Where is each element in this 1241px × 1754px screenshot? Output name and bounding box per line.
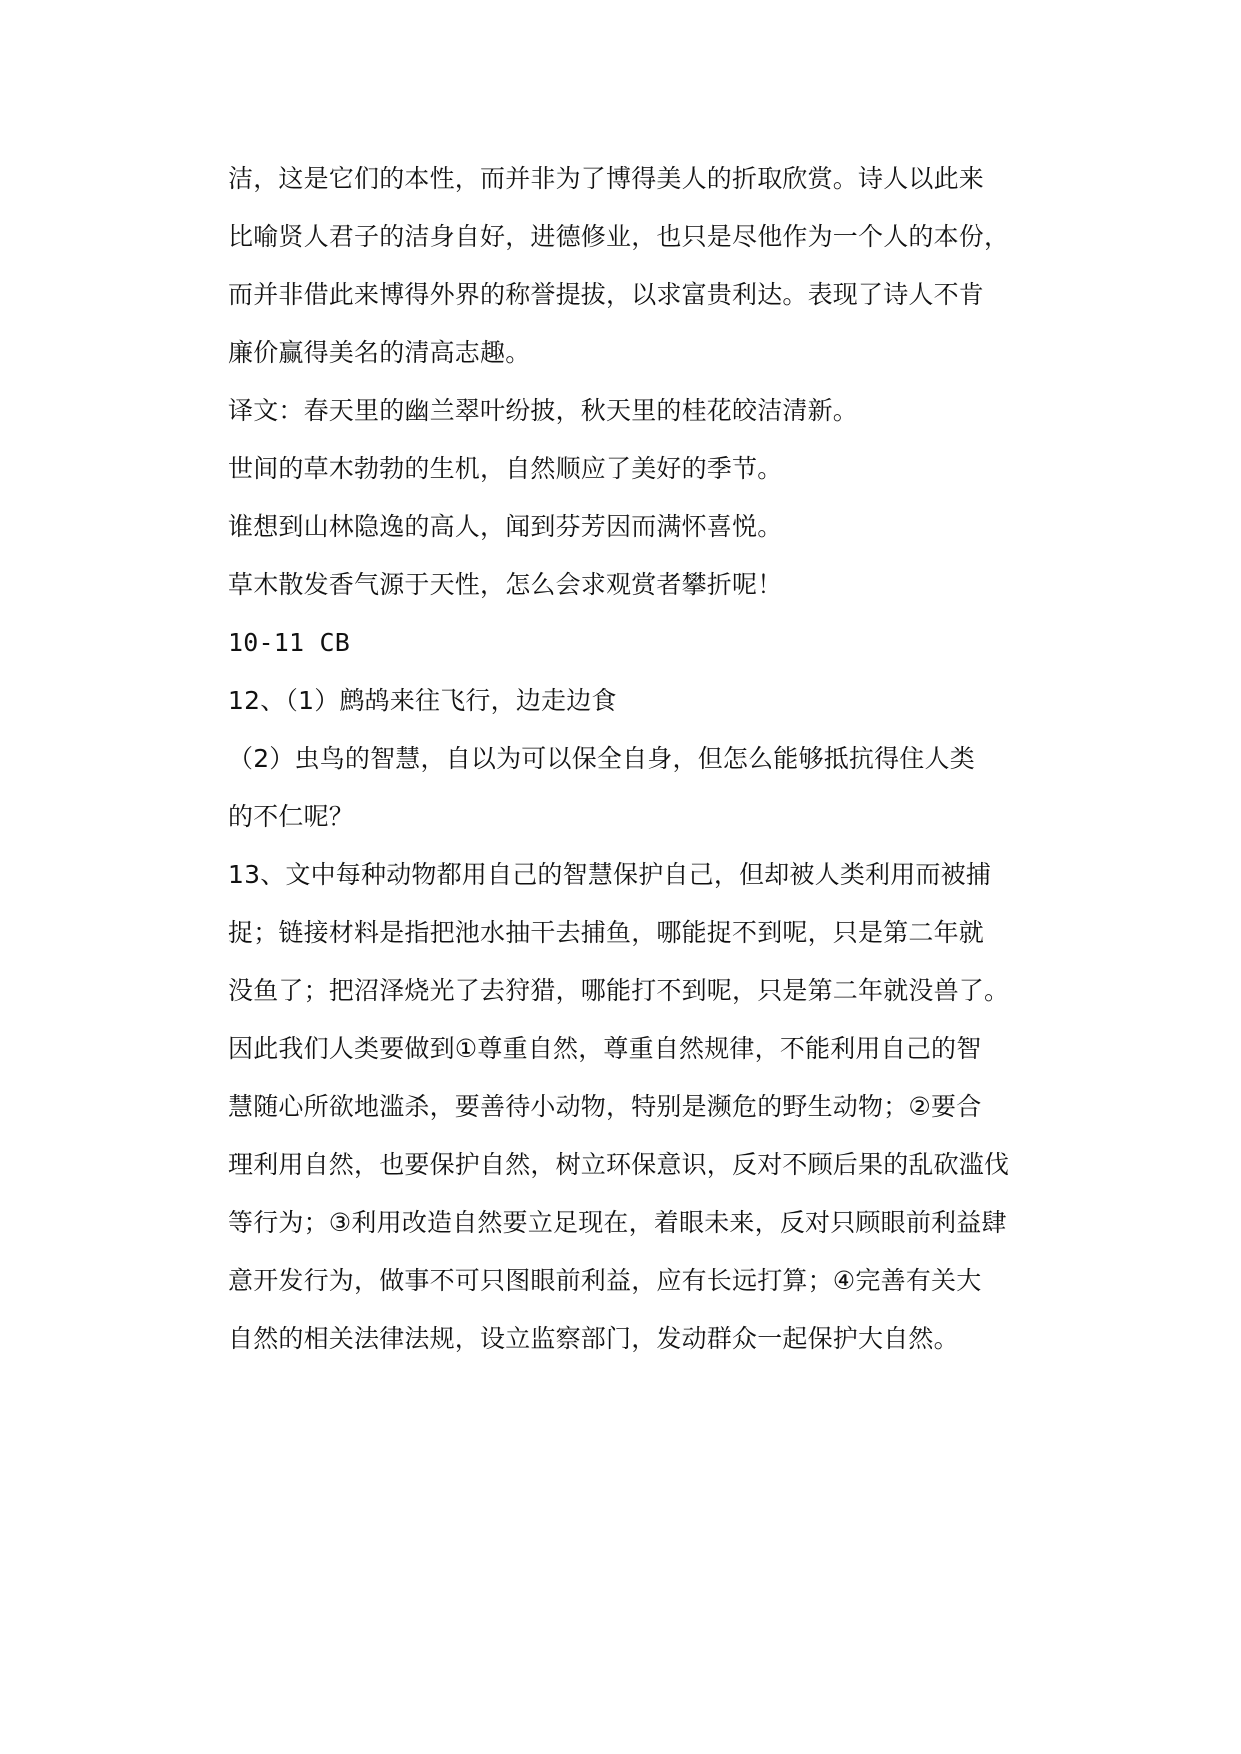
answer-13-line-3: 没鱼了；把沼泽烧光了去狩猎，哪能打不到呢，只是第二年就没兽了。 <box>228 976 1010 1005</box>
document-body <box>228 150 1008 1368</box>
answer-13-line-4: 因此我们人类要做到①尊重自然，尊重自然规律，不能利用自己的智 <box>228 1034 982 1063</box>
text-line-3: 而并非借此来博得外界的称誉提拔，以求富贵利达。表现了诗人不肯 <box>228 280 985 309</box>
answer-12-part-2: （2）虫鸟的智慧，自以为可以保全自身，但怎么能够抵抗得住人类 <box>228 744 975 773</box>
answer-13-line-6: 理利用自然，也要保护自然，树立环保意识，反对不顾后果的乱砍滥伐 <box>228 1150 1010 1179</box>
answer-13-line-1: 13、文中每种动物都用自己的智慧保护自己，但却被人类利用而被捕 <box>228 860 992 889</box>
translation-line-1: 译文：春天里的幽兰翠叶纷披，秋天里的桂花皎洁清新。 <box>228 396 859 425</box>
translation-line-3: 谁想到山林隐逸的高人，闻到芬芳因而满怀喜悦。 <box>228 512 783 541</box>
translation-line-2: 世间的草木勃勃的生机，自然顺应了美好的季节。 <box>228 454 783 483</box>
text-line-1: 洁，这是它们的本性，而并非为了博得美人的折取欣赏。诗人以此来 <box>228 164 985 193</box>
translation-line-4: 草木散发香气源于天性，怎么会求观赏者攀折呢！ <box>228 570 783 599</box>
answer-12-part-1: 12、（1）鹧鸪来往飞行，边走边食 <box>228 686 617 715</box>
answer-12-part-2-cont: 的不仁呢？ <box>228 802 355 831</box>
answer-13-line-7: 等行为；③利用改造自然要立足现在，着眼未来，反对只顾眼前利益肆 <box>228 1208 1007 1237</box>
answer-13-line-9: 自然的相关法律法规，设立监察部门，发动群众一起保护大自然。 <box>228 1324 959 1353</box>
text-line-4: 廉价赢得美名的清高志趣。 <box>228 338 531 367</box>
answer-10-11: 10-11 CB <box>228 628 351 657</box>
answer-13-line-8: 意开发行为，做事不可只图眼前利益，应有长远打算；④完善有关大 <box>228 1266 982 1295</box>
text-line-2: 比喻贤人君子的洁身自好，进德修业，也只是尽他作为一个人的本份， <box>228 222 1010 251</box>
answer-13-line-5: 慧随心所欲地滥杀，要善待小动物，特别是濒危的野生动物；②要合 <box>228 1092 982 1121</box>
answer-13-line-2: 捉；链接材料是指把池水抽干去捕鱼，哪能捉不到呢，只是第二年就 <box>228 918 985 947</box>
